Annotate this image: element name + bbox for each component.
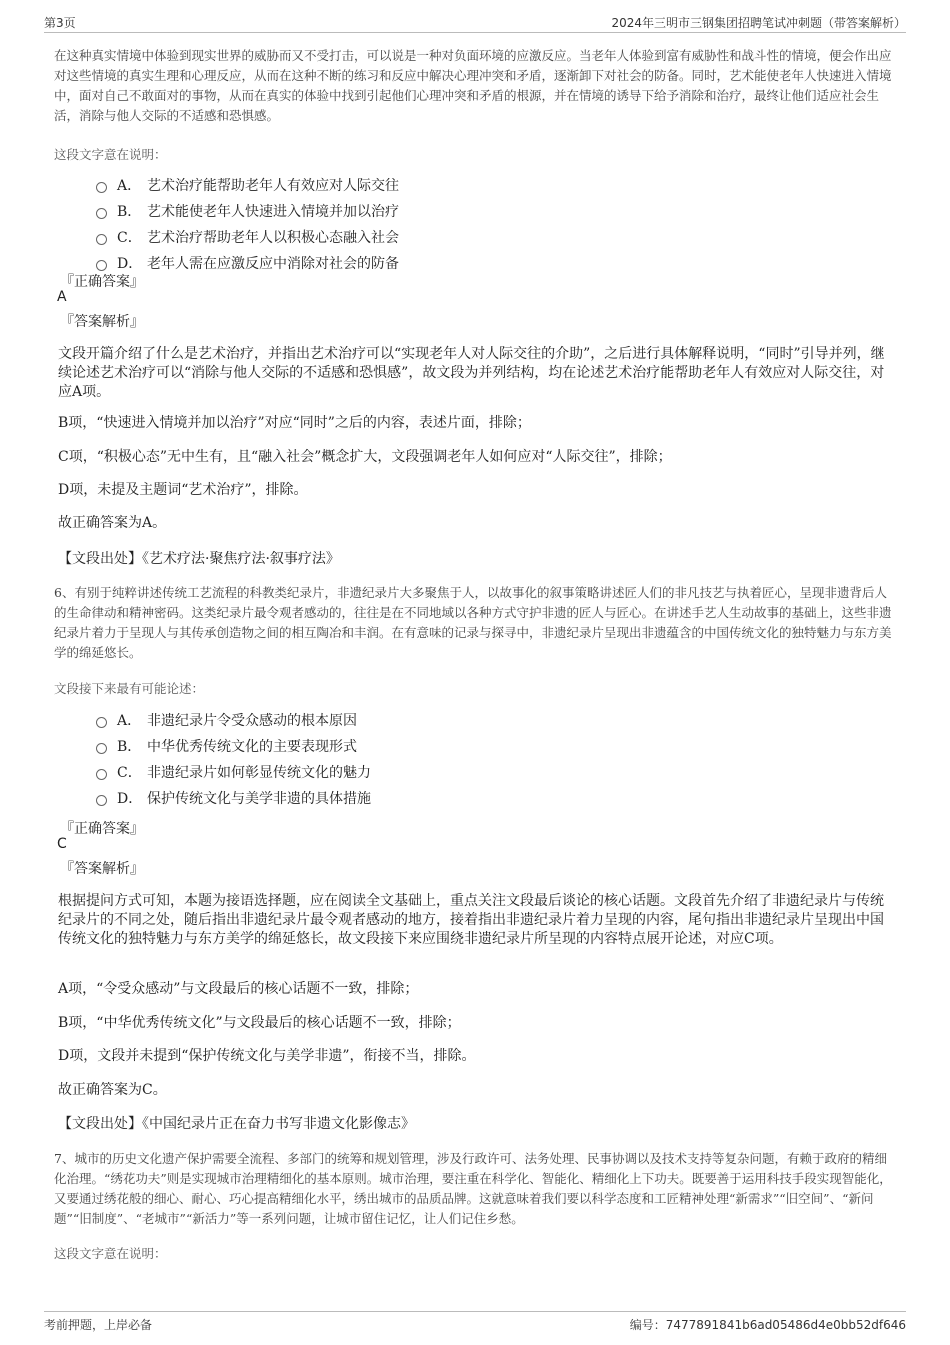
q5-analysis-c: C项，“积极心态”无中生有，且“融入社会”概念扩大，文段强调老年人如何应对“人际交往”，排除； [58, 449, 672, 465]
q5-analysis-b: B项，“快速进入情境并加以治疗”对应“同时”之后的内容，表述片面，排除； [58, 415, 531, 431]
q5-option-d[interactable]: D． 老年人需在应激反应中消除对社会的防备 [96, 253, 399, 275]
radio-icon[interactable] [96, 769, 107, 780]
radio-icon[interactable] [96, 234, 107, 245]
q6-passage: 6、有别于纯粹讲述传统工艺流程的科教类纪录片，非遗纪录片大多聚焦于人，以故事化的叙事策略讲述匠人们的非凡技艺与执着匠心，呈现非遗背后人的生命律动和精神密码。这类纪录片最令观者感动的，往往是在不同地域以各种方式守护非遗的匠人与匠心。在讲述手艺人生动故事的基础上，这些非遗纪录片着力于呈现人与其传承创造物之间的相互陶冶和丰润。在有意味的记录与探寻中，非遗纪录片呈现出非遗蕴含的中国传统文化的独特魅力与东方美学的绵延悠长。 [54, 585, 892, 660]
q5-answer-label: 『正确答案』 [60, 274, 144, 290]
q5-conclusion: 故正确答案为A。 [58, 515, 167, 531]
radio-icon[interactable] [96, 717, 107, 728]
q5-analysis-label: 『答案解析』 [60, 314, 144, 330]
q6-analysis-a: A项，“令受众感动”与文段最后的核心话题不一致，排除； [58, 981, 419, 997]
footer-slogan: 考前押题，上岸必备 [44, 1318, 153, 1332]
q6-option-b[interactable]: B． 中华优秀传统文化的主要表现形式 [96, 736, 357, 758]
q6-answer-label: 『正确答案』 [60, 821, 144, 837]
q6-stem: 文段接下来最有可能论述： [54, 681, 205, 696]
radio-icon[interactable] [96, 743, 107, 754]
page-number: 第3页 [44, 16, 76, 30]
radio-icon[interactable] [96, 795, 107, 806]
document-title: 2024年三明市三钢集团招聘笔试冲刺题（带答案解析） [611, 16, 906, 30]
q6-option-d[interactable]: D． 保护传统文化与美学非遗的具体措施 [96, 788, 371, 810]
q6-analysis-label: 『答案解析』 [60, 861, 144, 877]
radio-icon[interactable] [96, 208, 107, 219]
q5-analysis-d: D项，未提及主题词“艺术治疗”，排除。 [58, 482, 308, 498]
q6-conclusion: 故正确答案为C。 [58, 1082, 167, 1098]
q7-passage: 7、城市的历史文化遗产保护需要全流程、多部门的统筹和规划管理，涉及行政许可、法务处理、民事协调以及技术支持等复杂问题，有赖于政府的精细化治理。“绣花功夫”则是实现城市治理精细化的基本原则。城市治理，要注重在科学化、智能化、精细化上下功夫。既要善于运用科技手段实现智能化，又要通过绣花般的细心、耐心、巧心提高精细化水平，绣出城市的品质品牌。这就意味着我们要以科学态度和工匠精神处理“新需求”“旧空间”、“新问题”“旧制度”、“老城市”“新活力”等一系列问题，让城市留住记忆，让人们记住乡愁。 [54, 1151, 892, 1226]
page-header [44, 12, 906, 33]
q5-stem: 这段文字意在说明： [54, 147, 167, 162]
q6-source: 【文段出处】《中国纪录片正在奋力书写非遗文化影像志》 [58, 1116, 415, 1132]
q5-answer: A [57, 289, 67, 305]
q7-stem: 这段文字意在说明： [54, 1246, 167, 1261]
radio-icon[interactable] [96, 182, 107, 193]
document-id: 编号：7477891841b6ad05486d4e0bb52df646 [629, 1318, 906, 1332]
q6-option-c[interactable]: C． 非遗纪录片如何彰显传统文化的魅力 [96, 762, 371, 784]
q5-option-b[interactable]: B． 艺术能使老年人快速进入情境并加以治疗 [96, 201, 399, 223]
q5-passage: 在这种真实情境中体验到现实世界的威胁而又不受打击，可以说是一种对负面环境的应激反应。当老年人体验到富有威胁性和战斗性的情境，便会作出应对这些情境的真实生理和心理反应，从而在这种不断的练习和反应中解决心理冲突和矛盾，逐渐卸下对社会的防备。同时，艺术能使老年人快速进入情境中，面对自己不敢面对的事物，从而在真实的体验中找到引起他们心理冲突和矛盾的根源，并在情境的诱导下给予消除和治疗，最终让他们适应社会生活，消除与他人交际的不适感和恐惧感。 [54, 48, 892, 123]
q5-analysis-main: 文段开篇介绍了什么是艺术治疗，并指出艺术治疗可以“实现老年人对人际交往的介助”，之后进行具体解释说明，“同时”引导并列，继续论述艺术治疗可以“消除与他人交际的不适感和恐惧感”，故文段为并列结构，均在论述艺术治疗能帮助老年人有效应对人际交往，对应A项。 [58, 346, 885, 400]
q6-analysis-main: 根据提问方式可知，本题为接语选择题，应在阅读全文基础上，重点关注文段最后谈论的核心话题。文段首先介绍了非遗纪录片与传统纪录片的不同之处，随后指出非遗纪录片最令观者感动的地方，接着指出非遗纪录片着力呈现的内容，尾句指出非遗纪录片呈现出中国传统文化的独特魅力与东方美学的绵延悠长，故文段接下来应围绕非遗纪录片所呈现的内容特点展开论述，对应C项。 [58, 893, 884, 947]
q6-option-a[interactable]: A． 非遗纪录片令受众感动的根本原因 [96, 710, 357, 732]
q5-source: 【文段出处】《艺术疗法·聚焦疗法·叙事疗法》 [58, 551, 340, 567]
q6-analysis-d: D项，文段并未提到“保护传统文化与美学非遗”，衔接不当，排除。 [58, 1048, 476, 1064]
q5-option-c[interactable]: C． 艺术治疗帮助老年人以积极心态融入社会 [96, 227, 399, 249]
q6-analysis-b: B项，“中华优秀传统文化”与文段最后的核心话题不一致，排除； [58, 1015, 461, 1031]
page-footer [44, 1311, 906, 1334]
q5-option-a[interactable]: A． 艺术治疗能帮助老年人有效应对人际交往 [96, 175, 399, 197]
radio-icon[interactable] [96, 260, 107, 271]
q6-answer: C [57, 836, 67, 852]
